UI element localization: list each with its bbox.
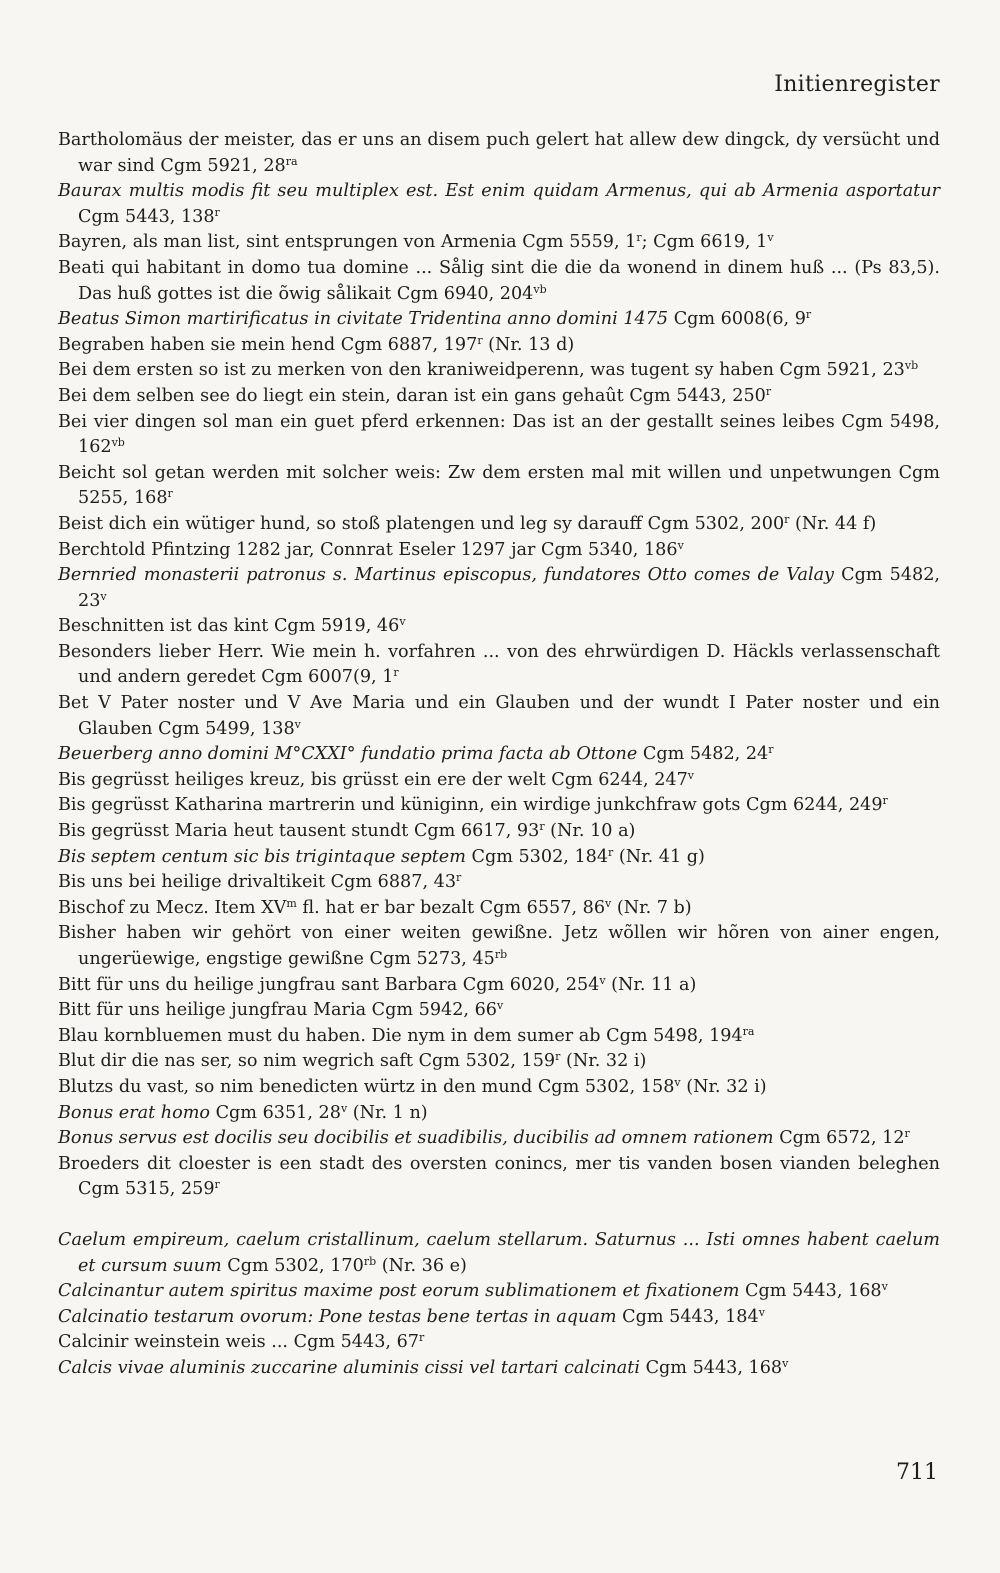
- index-entry: [58, 1101, 940, 1127]
- index-entries-list: [58, 128, 940, 1382]
- incipit-text: (Nr. 7 b): [611, 897, 692, 918]
- manuscript-reference: Cgm 6020, 254: [462, 974, 600, 995]
- manuscript-reference: Cgm 6940, 204: [396, 283, 534, 304]
- incipit-text: Bis uns bei heilige drivaltikeit: [58, 872, 331, 893]
- folio-superscript: rb: [494, 948, 508, 961]
- index-entry: [58, 358, 940, 384]
- index-entry: [58, 256, 940, 307]
- incipit-text: Bonus servus est docilis seu docibilis et suadibilis, ducibilis ad omnem rationem: [58, 1128, 780, 1149]
- index-entry: [58, 819, 940, 845]
- folio-superscript: ra: [742, 1024, 755, 1038]
- index-entry: [58, 333, 940, 359]
- manuscript-reference: Cgm 5443, 67: [293, 1332, 419, 1353]
- folio-superscript: v: [758, 1305, 765, 1319]
- manuscript-reference: Cgm 6887, 197: [340, 334, 478, 355]
- folio-superscript: r: [904, 1127, 910, 1141]
- manuscript-reference: Cgm 5498, 194: [606, 1025, 743, 1046]
- index-entry: [58, 793, 940, 819]
- index-entry: [58, 410, 940, 461]
- manuscript-reference: Cgm 5443, 184: [622, 1306, 759, 1327]
- incipit-text: Berchtold Pfintzing 1282 jar, Connrat Eseler 1297 jar: [58, 539, 542, 560]
- incipit-text: Begraben haben sie mein hend: [58, 334, 341, 355]
- running-header: Initienregister: [774, 72, 940, 97]
- manuscript-reference: Cgm 5255, 168: [78, 462, 940, 509]
- manuscript-reference: Cgm 5273, 45: [369, 949, 495, 969]
- incipit-text: Bitt für uns du heilige jungfrau sant Barbara: [58, 974, 463, 995]
- manuscript-reference: Cgm 5498, 162: [78, 411, 940, 458]
- page-number: 711: [896, 1460, 938, 1485]
- manuscript-reference: Cgm 5315, 259: [78, 1179, 215, 1200]
- manuscript-reference: Cgm 5443, 138: [78, 206, 215, 227]
- index-entry: [58, 230, 940, 256]
- incipit-text: Bei dem ersten so ist zu merken von den kraniweidperenn, was tugent sy haben: [58, 360, 780, 381]
- index-entry: [58, 1279, 940, 1305]
- index-entry: [58, 384, 940, 410]
- manuscript-reference: Cgm 5921, 28: [160, 155, 286, 176]
- folio-superscript: r: [214, 205, 220, 219]
- index-entry: [58, 461, 940, 512]
- incipit-text: Beati qui habitant in domo tua domine ... Sålig sint die die da wonend in dinem huß ... (Ps 83,5). Das huß gottes ist die õwig sålikait: [58, 257, 940, 304]
- incipit-text: (Nr. 32 i): [560, 1051, 647, 1072]
- incipit-text: Bernried monasterii patronus s. Martinus episcopus, fundatores Otto comes de Valay: [58, 565, 842, 586]
- index-entry: [58, 538, 940, 564]
- manuscript-reference: Cgm 5443, 168: [745, 1281, 882, 1302]
- incipit-text: Bei vier dingen sol man ein guet pferd erkennen: Das ist an der gestallt seines leibes: [58, 411, 842, 432]
- index-entry: [58, 768, 940, 794]
- manuscript-reference: Cgm 5482, 24: [642, 744, 769, 765]
- incipit-text: (Nr. 10 a): [544, 821, 636, 842]
- incipit-text: Blau kornbluemen must du haben. Die nym in dem sumer ab: [58, 1025, 607, 1046]
- index-entry: [58, 1075, 940, 1101]
- incipit-text: Blutzs du vast, so nim benedicten würtz in den mund: [58, 1076, 538, 1097]
- index-entry: [58, 1126, 940, 1152]
- incipit-text: Bonus erat homo: [58, 1102, 216, 1123]
- incipit-text: (Nr. 11 a): [605, 974, 697, 995]
- manuscript-reference: Cgm 6007(9, 1: [261, 667, 394, 688]
- index-entry: [58, 921, 940, 972]
- manuscript-reference: Cgm 6244, 249: [745, 795, 883, 816]
- manuscript-reference: Cgm 5302, 184: [471, 846, 609, 867]
- index-entry: [58, 691, 940, 742]
- index-entry: [58, 1228, 940, 1279]
- folio-superscript: r: [214, 1178, 220, 1192]
- folio-superscript: v: [605, 896, 612, 910]
- incipit-text: Blut dir die nas ser, so nim wegrich saft: [58, 1051, 419, 1072]
- index-entry: [58, 512, 940, 538]
- manuscript-reference: Cgm 5302, 170: [227, 1255, 364, 1276]
- manuscript-reference: Cgm 5443, 168: [645, 1357, 783, 1378]
- index-entry: [58, 845, 940, 871]
- manuscript-reference: Cgm 5921, 23: [779, 360, 905, 381]
- incipit-text: (Nr. 36 e): [376, 1255, 467, 1276]
- incipit-text: (Nr. 13 d): [482, 334, 575, 355]
- incipit-text: Bis gegrüsst Katharina martrerin und küniginn, ein wirdige junkchfraw gots: [58, 795, 746, 816]
- incipit-text: Beschnitten ist das kint: [58, 616, 274, 637]
- manuscript-reference: Cgm 6557, 86: [479, 897, 606, 918]
- folio-superscript: rb: [363, 1254, 377, 1268]
- incipit-text: Beist dich ein wütiger hund, so stoß platengen und leg sy darauff: [58, 513, 648, 534]
- incipit-text: (Nr. 32 i): [680, 1076, 767, 1097]
- folio-superscript: v: [599, 973, 606, 987]
- folio-superscript: r: [456, 871, 462, 885]
- incipit-text: Bisher haben wir gehört von einer weiten gewißne. Jetz wõllen wir hõren von ainer engen, ungerüewige, engstige gewißne: [58, 923, 940, 969]
- folio-superscript: v: [767, 231, 774, 245]
- index-entry: [58, 1356, 940, 1382]
- incipit-text: Calcinir weinstein weis ...: [58, 1332, 294, 1353]
- folio-superscript: r: [805, 308, 812, 322]
- folio-superscript: v: [399, 615, 406, 629]
- manuscript-reference: Cgm 6351, 28: [215, 1102, 341, 1123]
- folio-superscript: r: [393, 666, 399, 680]
- folio-superscript: r: [784, 512, 790, 526]
- manuscript-reference: Cgm 5302, 158: [537, 1076, 675, 1097]
- index-entry: [58, 1330, 940, 1356]
- incipit-text: (Nr. 41 g): [613, 846, 705, 867]
- index-entry: [58, 179, 940, 230]
- incipit-text: Caelum empireum, caelum cristallinum, caelum stellarum. Saturnus ... Isti omnes habent caelum et cursum suum: [58, 1229, 940, 1276]
- incipit-text: Calcinantur autem spiritus maxime post eorum sublimationem et fixationem: [58, 1281, 746, 1302]
- incipit-text: Calcis vivae aluminis zuccarine aluminis cissi vel tartari calcinati: [58, 1357, 646, 1378]
- folio-superscript: v: [100, 589, 107, 603]
- manuscript-reference: Cgm 5919, 46: [273, 616, 400, 637]
- index-entry: [58, 307, 940, 333]
- incipit-text: Beatus Simon martirificatus in civitate Tridentina anno domini 1475: [58, 309, 674, 330]
- folio-superscript: r: [608, 845, 614, 859]
- folio-superscript: v: [687, 768, 694, 782]
- incipit-text: Broeders dit cloester is een stadt des oversten conincs, mer tis vanden bosen vianden beleghen: [58, 1153, 940, 1174]
- manuscript-reference: Cgm 6244, 247: [551, 769, 688, 790]
- folio-superscript: v: [340, 1101, 348, 1115]
- index-entry: [58, 998, 940, 1024]
- incipit-text: Bischof zu Mecz. Item XV: [58, 897, 287, 918]
- index-entry: [58, 973, 940, 999]
- manuscript-reference: ; Cgm 6619, 1: [641, 232, 768, 253]
- index-entry: [58, 1049, 940, 1075]
- incipit-text: (Nr. 44 f): [789, 513, 877, 534]
- incipit-text: Calcinatio testarum ovorum: Pone testas bene tertas in aquam: [58, 1306, 623, 1327]
- folio-superscript: v: [881, 1280, 888, 1294]
- folio-superscript: r: [418, 1331, 425, 1345]
- index-entry: [58, 1152, 940, 1203]
- incipit-text: Bis gegrüsst Maria heut tausent stundt: [58, 821, 414, 842]
- folio-superscript: v: [294, 717, 301, 731]
- folio-superscript: v: [497, 999, 504, 1013]
- index-entry: [58, 128, 940, 179]
- index-entry: [58, 896, 940, 922]
- incipit-text: (Nr. 1 n): [347, 1102, 428, 1123]
- folio-superscript: r: [882, 794, 888, 808]
- folio-superscript: r: [167, 487, 173, 501]
- incipit-text: Bis gegrüsst heiliges kreuz, bis grüsst ein ere der welt: [58, 769, 552, 790]
- folio-superscript: v: [674, 1075, 681, 1089]
- folio-superscript: vb: [904, 359, 919, 373]
- folio-superscript: v: [677, 538, 684, 552]
- index-entry: [58, 563, 940, 614]
- incipit-text: Bet V Pater noster und V Ave Maria und ein Glauben und der wundt I Pater noster und ein Glauben: [58, 693, 940, 739]
- manuscript-reference: Cgm 5302, 159: [418, 1051, 556, 1072]
- incipit-text: fl. hat er bar bezalt: [296, 897, 480, 918]
- index-entry: [58, 742, 940, 768]
- manuscript-reference: Cgm 5482, 23: [78, 565, 940, 611]
- incipit-text: Bartholomäus der meister, das er uns an disem puch gelert hat allew dew dingck, dy versücht und war sind: [58, 130, 940, 176]
- folio-superscript: r: [477, 333, 483, 347]
- manuscript-reference: Cgm 5443, 250: [629, 385, 766, 406]
- folio-superscript: v: [782, 1356, 789, 1370]
- folio-superscript: ra: [285, 154, 298, 168]
- incipit-text: Bayren, als man list, sint entsprungen von Armenia: [58, 232, 523, 253]
- incipit-text: Baurax multis modis fit seu multiplex est. Est enim quidam Armenus, qui ab Armenia asportatur: [58, 181, 940, 202]
- folio-superscript: m: [286, 896, 297, 910]
- manuscript-reference: Cgm 6572, 12: [779, 1128, 905, 1149]
- manuscript-reference: Cgm 6617, 93: [413, 821, 540, 842]
- incipit-text: Bitt für uns heilige jungfrau Maria: [58, 1000, 372, 1021]
- manuscript-reference: Cgm 6008(6, 9: [673, 309, 806, 330]
- folio-superscript: r: [539, 820, 545, 834]
- folio-superscript: r: [636, 231, 642, 245]
- incipit-text: Bis septem centum sic bis trigintaque septem: [58, 846, 472, 867]
- incipit-text: Besonders lieber Herr. Wie mein h. vorfahren ... von des ehrwürdigen D. Häckls verlassenschaft und andern geredet: [58, 641, 940, 688]
- incipit-text: Beuerberg anno domini M°CXXI° fundatio prima facta ab Ottone: [58, 744, 643, 765]
- incipit-text: Beicht sol getan werden mit solcher weis: Zw dem ersten mal mit willen und unpetwungen: [58, 462, 899, 483]
- manuscript-reference: Cgm 5340, 186: [541, 539, 678, 560]
- folio-superscript: vb: [533, 282, 547, 296]
- folio-superscript: r: [555, 1050, 561, 1064]
- folio-superscript: vb: [111, 436, 125, 450]
- manuscript-reference: Cgm 5499, 138: [158, 718, 295, 739]
- index-entry: [58, 614, 940, 640]
- index-entry: [58, 640, 940, 691]
- folio-superscript: r: [765, 384, 772, 398]
- index-entry: [58, 1024, 940, 1050]
- folio-superscript: r: [768, 743, 774, 757]
- manuscript-reference: Cgm 6887, 43: [330, 872, 457, 893]
- index-entry: [58, 1305, 940, 1331]
- manuscript-reference: Cgm 5559, 1: [522, 232, 637, 253]
- incipit-text: Bei dem selben see do liegt ein stein, daran ist ein gans gehaût: [58, 385, 630, 406]
- manuscript-reference: Cgm 5302, 200: [647, 513, 785, 534]
- index-entry: [58, 870, 940, 896]
- manuscript-reference: Cgm 5942, 66: [371, 1000, 498, 1021]
